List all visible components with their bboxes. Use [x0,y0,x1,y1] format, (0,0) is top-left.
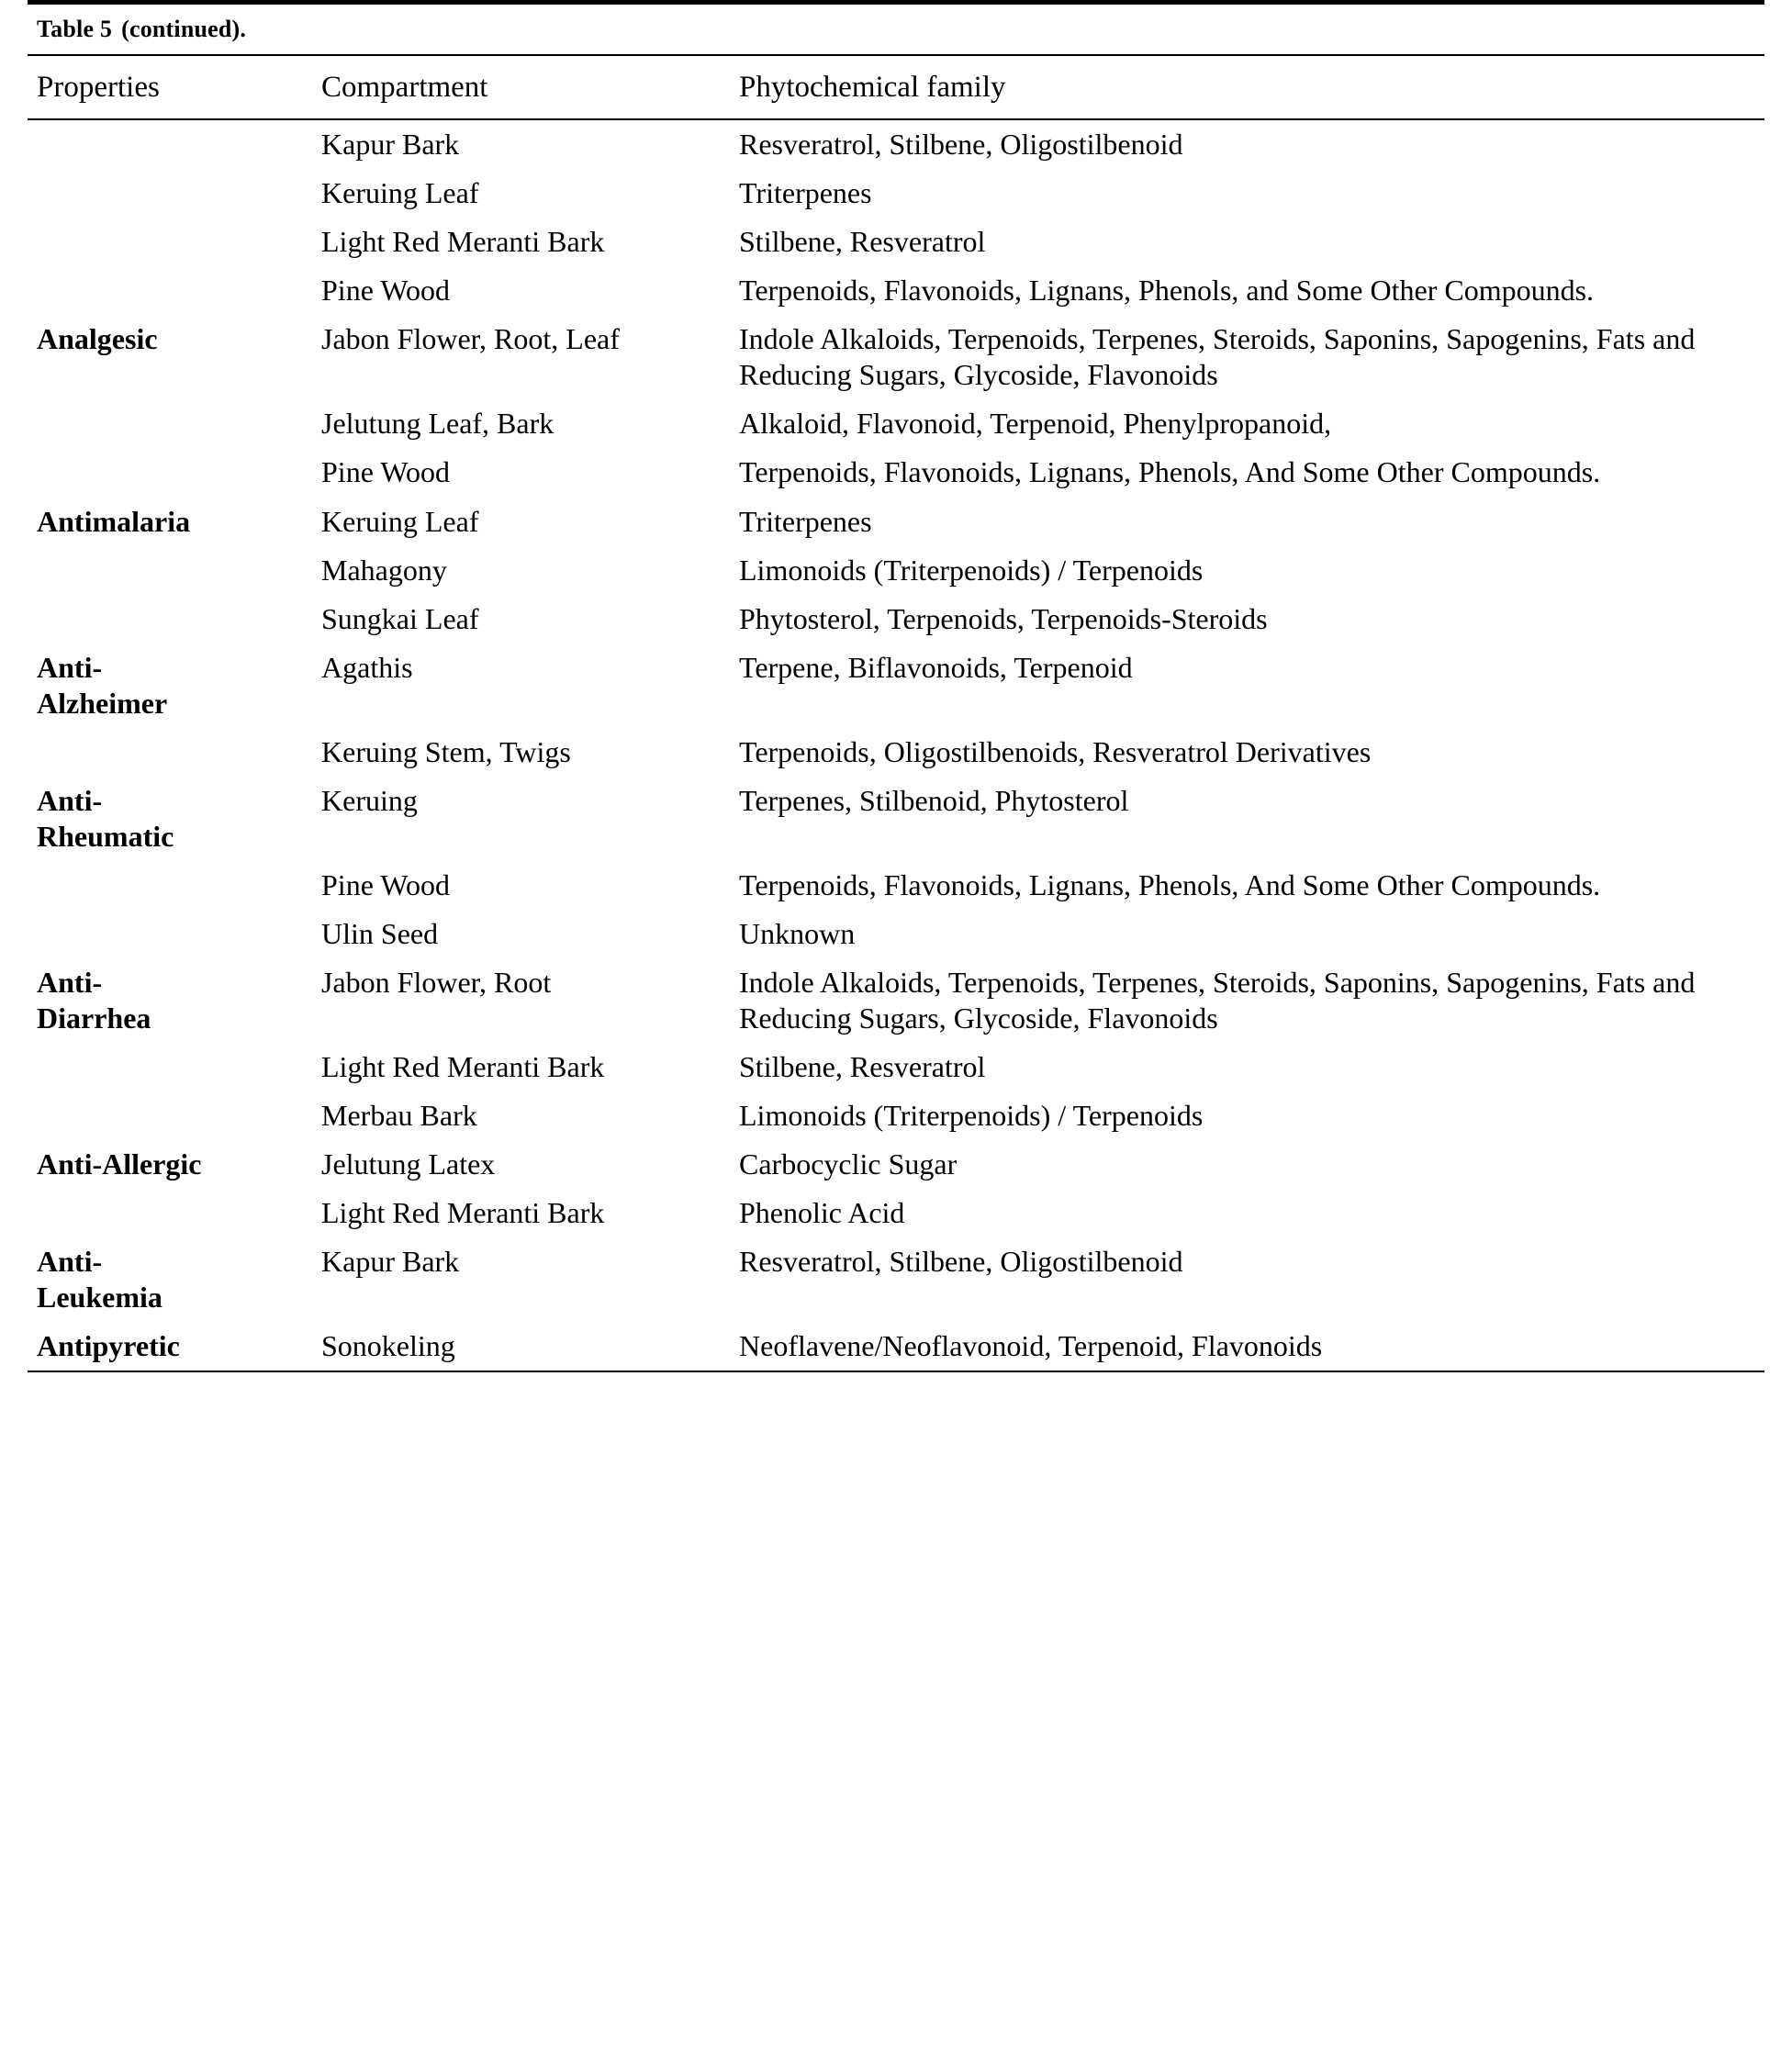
cell-property [28,218,312,266]
cell-property [28,595,312,643]
cell-family: Neoflavene/Neoflavonoid, Terpenoid, Flavonoids [739,1329,1323,1363]
cell-property [28,910,312,958]
cell-compartment: Jelutung Latex [321,1147,496,1180]
table-row [28,1043,1764,1091]
table-header-row [28,56,1764,118]
table-row [28,448,1764,497]
table-row [28,861,1764,910]
cell-family: Limonoids (Triterpenoids) / Terpenoids [739,553,1204,587]
cell-property [28,861,312,910]
cell-compartment: Mahagony [321,553,447,587]
cell-property-line1: Anti- [37,783,103,817]
table-row [28,728,1764,777]
table-row [28,498,1764,546]
table-row [28,777,1764,861]
cell-property [28,448,312,497]
table-row [28,266,1764,315]
cell-property [28,169,312,218]
cell-family: Resveratrol, Stilbene, Oligostilbenoid [739,1245,1183,1278]
cell-property [28,643,312,728]
cell-property [28,1043,312,1091]
cell-compartment: Kapur Bark [321,1245,460,1278]
cell-family: Limonoids (Triterpenoids) / Terpenoids [739,1098,1204,1132]
cell-family: Terpenes, Stilbenoid, Phytosterol [739,783,1129,817]
cell-property [28,1237,312,1322]
cell-family: Stilbene, Resveratrol [739,1049,986,1083]
table-5 [28,0,1764,1372]
cell-property-line1: Anti- [37,1245,103,1278]
cell-family: Phenolic Acid [739,1195,905,1229]
cell-property: Antipyretic [37,1329,180,1363]
cell-property-line2: Alzheimer [37,686,168,720]
cell-family: Indole Alkaloids, Terpenoids, Terpenes, Steroids, Saponins, Sapogenins, Fats and Reducing Sugars, Glycoside, Flavonoids [739,965,1696,1035]
column-header-phytochemical-family: Phytochemical family [739,71,1006,104]
cell-compartment: Sonokeling [321,1329,455,1363]
cell-compartment: Keruing Stem, Twigs [321,734,571,768]
cell-family: Stilbene, Resveratrol [739,225,986,259]
cell-compartment: Ulin Seed [321,916,439,950]
table-row [28,643,1764,728]
table-row [28,218,1764,266]
table-row [28,958,1764,1043]
table-row [28,546,1764,595]
cell-property-line1: Anti- [37,650,103,684]
table-row [28,120,1764,169]
cell-family: Triterpenes [739,504,872,538]
cell-compartment: Kapur Bark [321,128,460,162]
cell-family: Triterpenes [739,176,872,210]
cell-property [28,266,312,315]
table-caption [28,5,1764,54]
cell-property-line2: Rheumatic [37,819,174,853]
cell-family: Terpenoids, Flavonoids, Lignans, Phenols, and Some Other Compounds. [739,274,1595,308]
cell-family: Terpenoids, Oligostilbenoids, Resveratrol Derivatives [739,734,1372,768]
cell-compartment: Agathis [321,650,413,684]
cell-property [28,958,312,1043]
table-bottom-rule [28,1371,1764,1372]
cell-family: Unknown [739,916,856,950]
cell-compartment: Keruing Leaf [321,176,479,210]
table-data [28,120,1764,1371]
table-row [28,1140,1764,1189]
cell-family: Terpene, Biflavonoids, Terpenoid [739,650,1133,684]
cell-family: Phytosterol, Terpenoids, Terpenoids-Steroids [739,601,1268,635]
table-caption-label: Table 5 [37,16,113,42]
cell-property: Analgesic [37,322,158,356]
cell-property [28,1189,312,1237]
cell-family: Terpenoids, Flavonoids, Lignans, Phenols, And Some Other Compounds. [739,455,1601,489]
cell-property [28,399,312,448]
cell-property-line1: Anti- [37,965,103,999]
cell-family: Resveratrol, Stilbene, Oligostilbenoid [739,128,1183,162]
cell-compartment: Pine Wood [321,867,450,901]
cell-property [28,546,312,595]
cell-compartment: Light Red Meranti Bark [321,1049,605,1083]
table-row [28,1091,1764,1140]
cell-property [28,777,312,861]
column-header-properties: Properties [37,71,160,104]
table-row [28,399,1764,448]
table-row [28,910,1764,958]
cell-compartment: Pine Wood [321,455,450,489]
cell-property: Antimalaria [37,504,191,538]
cell-property [28,1091,312,1140]
cell-compartment: Jelutung Leaf, Bark [321,407,554,441]
cell-compartment: Pine Wood [321,274,450,308]
cell-compartment: Sungkai Leaf [321,601,479,635]
cell-family: Alkaloid, Flavonoid, Terpenoid, Phenylpropanoid, [739,407,1332,441]
table-row [28,1322,1764,1371]
cell-family: Indole Alkaloids, Terpenoids, Terpenes, Steroids, Saponins, Sapogenins, Fats and Reducing Sugars, Glycoside, Flavonoids [739,322,1696,392]
cell-property-line2: Diarrhea [37,1001,151,1035]
cell-compartment: Light Red Meranti Bark [321,225,605,259]
table-row [28,169,1764,218]
cell-property [28,120,312,169]
cell-compartment: Keruing [321,783,418,817]
cell-compartment: Light Red Meranti Bark [321,1195,605,1229]
cell-compartment: Merbau Bark [321,1098,477,1132]
cell-property-line2: Leukemia [37,1281,162,1315]
cell-family: Terpenoids, Flavonoids, Lignans, Phenols, And Some Other Compounds. [739,867,1601,901]
cell-compartment: Jabon Flower, Root [321,965,552,999]
table-row [28,315,1764,399]
cell-compartment: Jabon Flower, Root, Leaf [321,322,620,356]
column-header-compartment: Compartment [321,71,488,104]
cell-compartment: Keruing Leaf [321,504,479,538]
table-caption-continued: (continued). [121,16,247,42]
cell-property: Anti-Allergic [37,1147,202,1180]
table-row [28,1237,1764,1322]
cell-family: Carbocyclic Sugar [739,1147,958,1180]
cell-property [28,728,312,777]
table-row [28,595,1764,643]
table-body [28,56,1764,118]
table-row [28,1189,1764,1237]
